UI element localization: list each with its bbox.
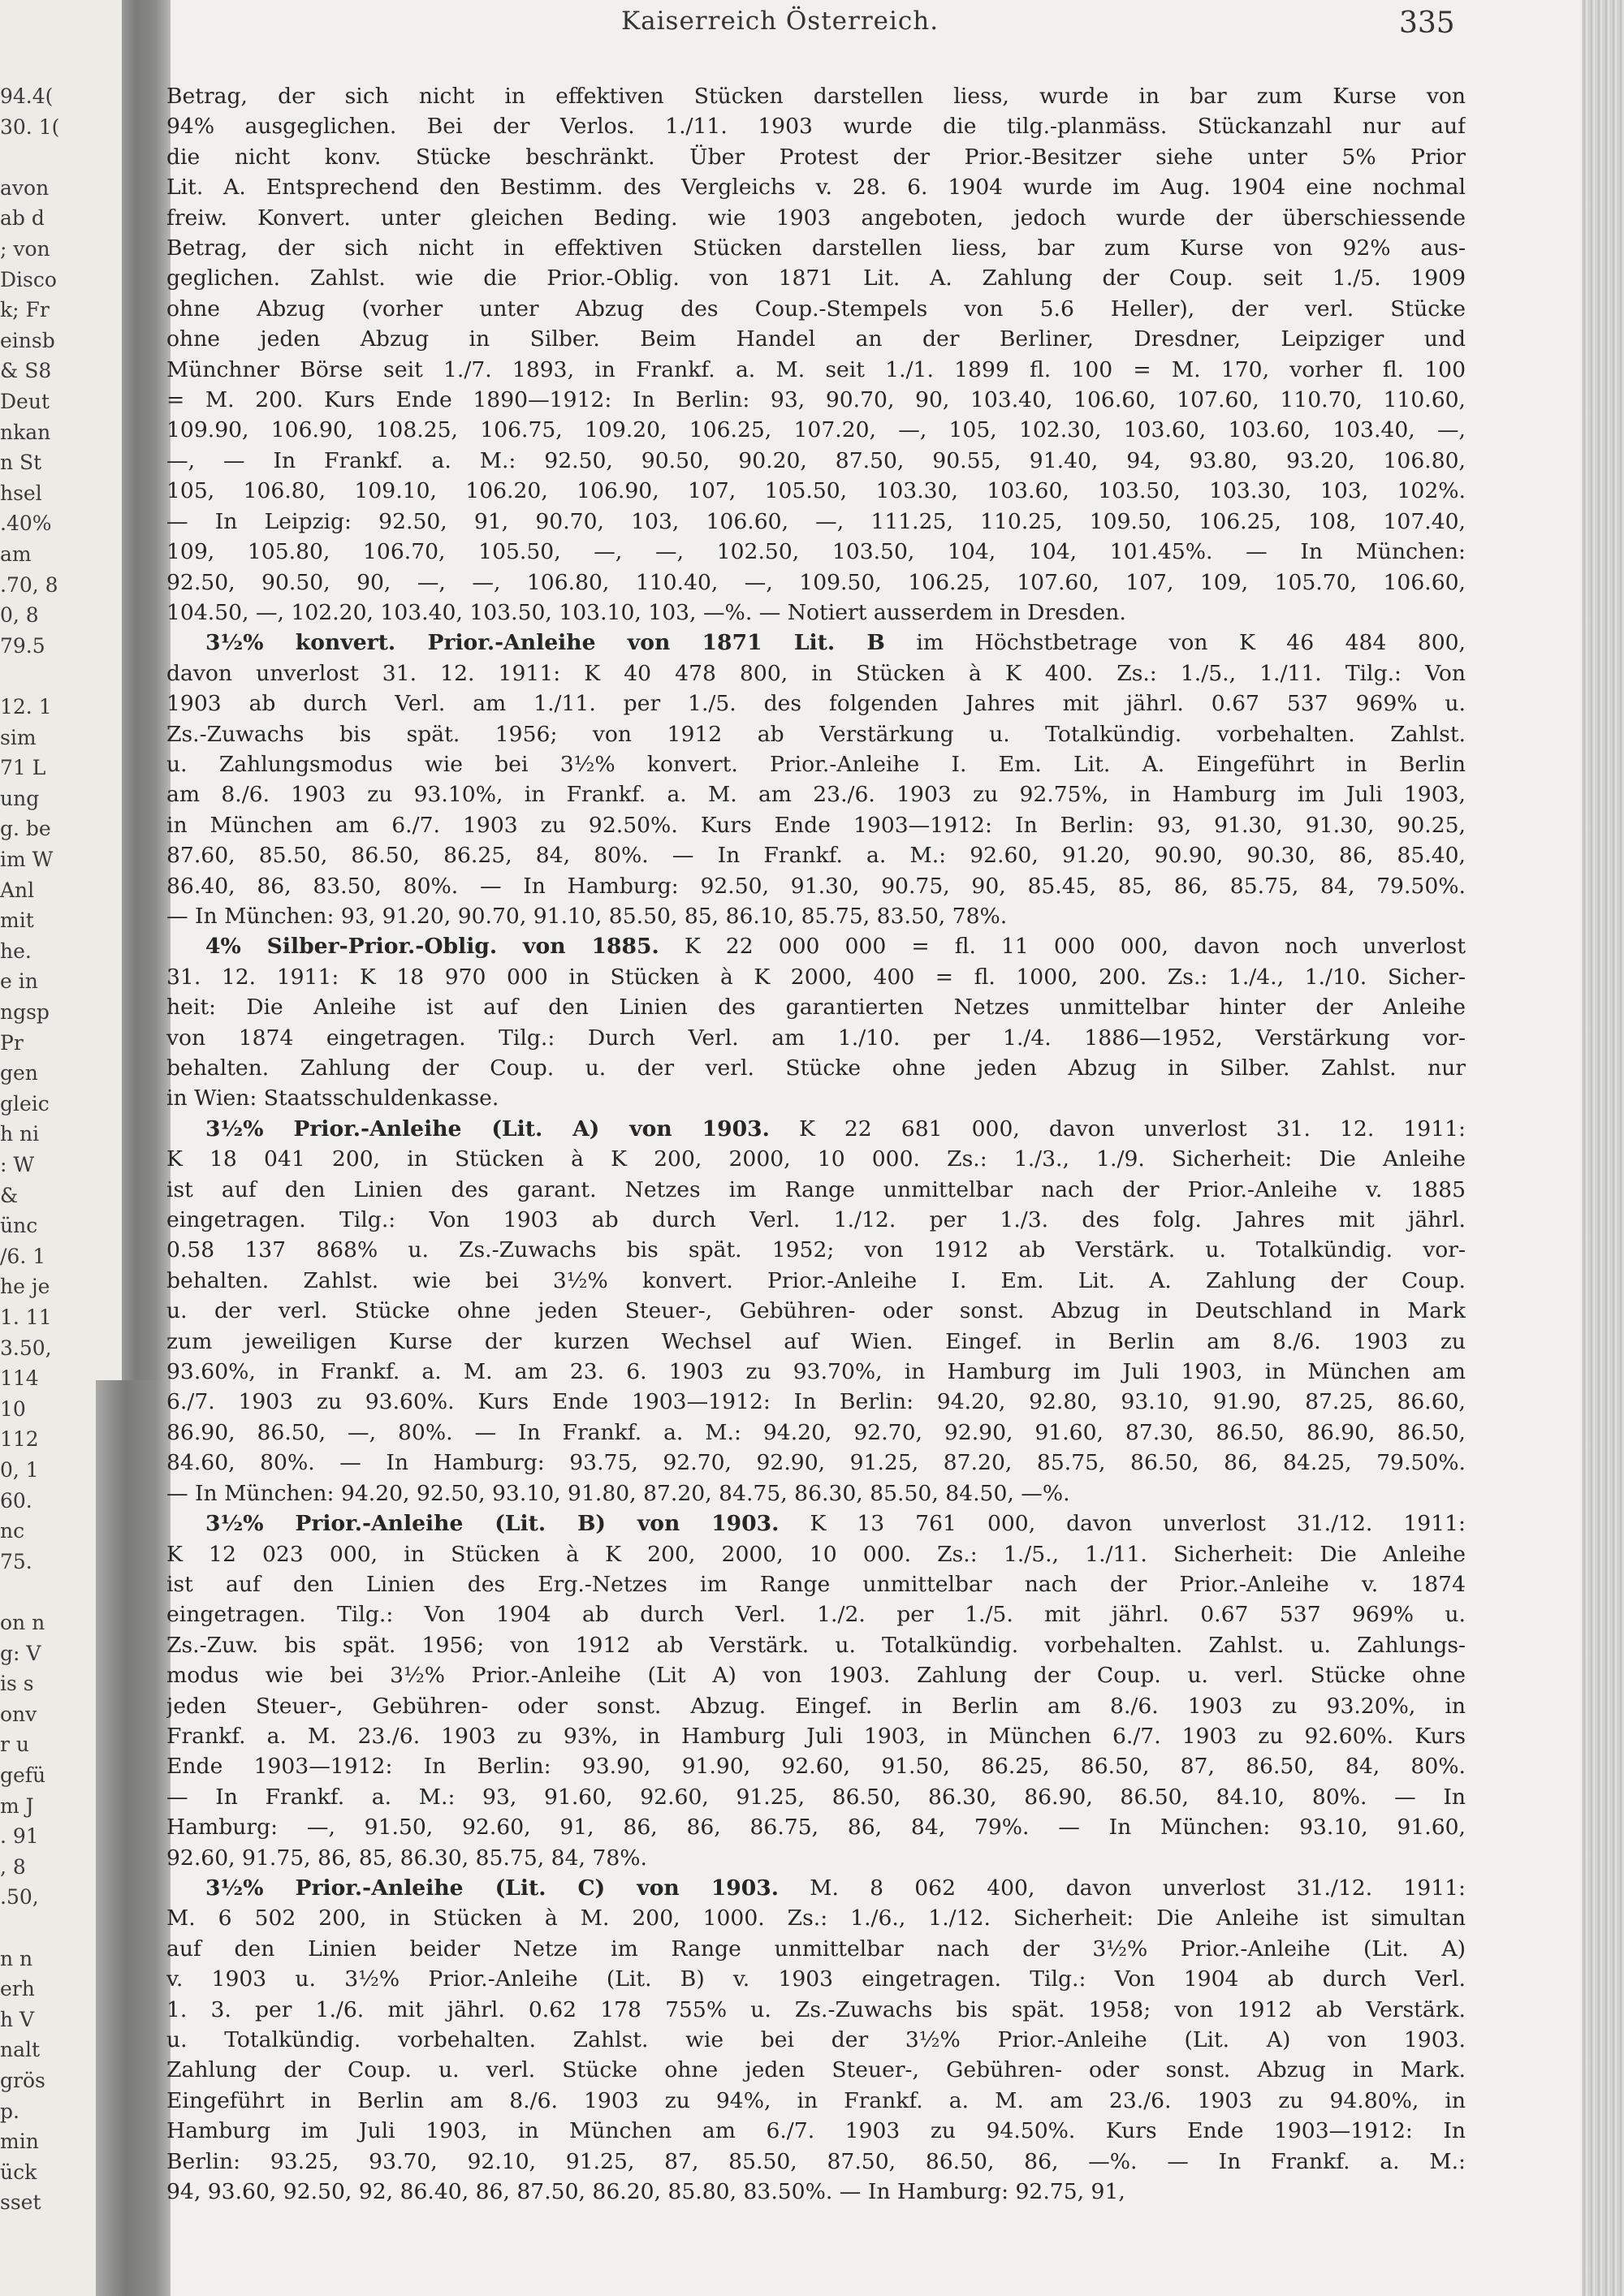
text-line: Betrag, der sich nicht in effektiven Stücken darstellen liess, bar zum Kurse von 92% aus-	[166, 235, 1466, 261]
text-line: K 18 041 200, in Stücken à K 200, 2000, 10 000. Zs.: 1./3., 1./9. Sicherheit: Die Anleihe	[166, 1146, 1466, 1172]
text-line: 87.60, 85.50, 86.50, 86.25, 84, 80%. — In Frankf. a. M.: 92.60, 91.20, 90.90, 90.30, 86, 85.40,	[166, 843, 1466, 869]
text-line: v. 1903 u. 3½% Prior.-Anleihe (Lit. B) v. 1903 eingetragen. Tilg.: Von 1904 ab durch Verl.	[166, 1966, 1466, 1992]
text-line: 6./7. 1903 zu 93.60%. Kurs Ende 1903—1912: In Berlin: 94.20, 92.80, 93.10, 91.90, 87.25, 86.60,	[166, 1389, 1466, 1415]
paragraph	[166, 628, 1466, 931]
facing-page-line: nc	[0, 1519, 25, 1543]
text-line: 84.60, 80%. — In Hamburg: 93.75, 92.70, 92.90, 91.25, 87.20, 85.75, 86.50, 86, 84.25, 79.50%.	[166, 1450, 1466, 1476]
facing-page-line: sim	[0, 725, 37, 749]
page-number: 335	[1399, 6, 1455, 40]
facing-page-line: m J	[0, 1793, 34, 1818]
entry-heading: 3½% Prior.-Anleihe (Lit. B) von 1903.	[205, 1511, 780, 1537]
facing-page-line: nalt	[0, 2038, 41, 2062]
running-title: Kaiserreich Österreich.	[621, 6, 939, 36]
facing-page-line: grös	[0, 2069, 45, 2092]
facing-page-line: .70, 8	[0, 572, 58, 597]
facing-page-line: 30. 1(	[0, 114, 60, 139]
text-line: behalten. Zahlst. wie bei 3½% konvert. Prior.-Anleihe I. Em. Lit. A. Zahlung der Coup.	[166, 1267, 1466, 1293]
facing-page-line: he.	[0, 939, 32, 963]
text-line: 92.60, 91.75, 86, 85, 86.30, 85.75, 84, 78%.	[166, 1845, 647, 1871]
facing-page-line: 71 L	[0, 756, 46, 780]
text-line: Eingeführt in Berlin am 8./6. 1903 zu 94%, in Frankf. a. M. am 23./6. 1903 zu 94.80%, in	[166, 2087, 1466, 2113]
text-line: Hamburg: —, 91.50, 92.60, 91, 86, 86, 86.75, 86, 84, 79%. — In München: 93.10, 91.60,	[166, 1815, 1466, 1841]
text-line: modus wie bei 3½% Prior.-Anleihe (Lit A) von 1903. Zahlung der Coup. u. verl. Stücke ohne	[166, 1663, 1466, 1689]
facing-page-line: .40%	[0, 511, 52, 536]
facing-page-line: ; von	[0, 237, 50, 261]
facing-page-line: Disco	[0, 267, 57, 291]
text-line: 86.90, 86.50, —, 80%. — In Frankf. a. M.: 94.20, 92.70, 92.90, 91.60, 87.30, 86.50, 86.90, 86.50,	[166, 1419, 1466, 1445]
facing-page-line: 60.	[0, 1488, 32, 1513]
facing-page-line: 1. 11	[0, 1306, 52, 1329]
facing-page-line: einsb	[0, 328, 55, 352]
page-header	[166, 6, 1582, 44]
text-line: Hamburg im Juli 1903, in München am 6./7. 1903 zu 94.50%. Kurs Ende 1903—1912: In	[166, 2118, 1466, 2144]
facing-page-line: hsel	[0, 481, 42, 505]
text-line: 3½% Prior.-Anleihe (Lit. C) von 1903. M. 8 062 400, davon unverlost 31./12. 1911:	[205, 1875, 1466, 1901]
facing-page-line: is s	[0, 1672, 34, 1696]
page-edge	[1582, 0, 1624, 2296]
paragraph	[166, 1508, 1466, 1873]
text-line: in Wien: Staatsschuldenkasse.	[166, 1085, 499, 1111]
text-line: geglichen. Zahlst. wie die Prior.-Oblig. von 1871 Lit. A. Zahlung der Coup. seit 1./5. 1909	[166, 265, 1466, 291]
text-line: 92.50, 90.50, 90, —, —, 106.80, 110.40, —, 109.50, 106.25, 107.60, 107, 109, 105.70, 106.60,	[166, 569, 1466, 595]
facing-page-line: onv	[0, 1702, 37, 1726]
text-line: 3½% konvert. Prior.-Anleihe von 1871 Lit. B im Höchstbetrage von K 46 484 800,	[205, 630, 1466, 656]
text-line: 105, 106.80, 109.10, 106.20, 106.90, 107, 105.50, 103.30, 103.60, 103.50, 103.30, 103, 102%.	[166, 478, 1466, 504]
text-line: jeden Steuer-, Gebühren- oder sonst. Abzug. Eingef. in Berlin am 8./6. 1903 zu 93.20%, in	[166, 1693, 1466, 1719]
text-line: 3½% Prior.-Anleihe (Lit. A) von 1903. K 22 681 000, davon unverlost 31. 12. 1911:	[205, 1116, 1466, 1142]
text-line: freiw. Konvert. unter gleichen Beding. wie 1903 angeboten, jedoch wurde der überschiessende	[166, 205, 1466, 231]
facing-page-line: n n	[0, 1946, 33, 1970]
paragraph	[166, 81, 1466, 628]
facing-page-line: ünc	[0, 1214, 38, 1238]
facing-page-line: g. be	[0, 817, 51, 841]
facing-page-line: erh	[0, 1977, 35, 2001]
text-line: die nicht konv. Stücke beschränkt. Über Protest der Prior.-Besitzer siehe unter 5% Prior	[166, 144, 1466, 170]
facing-page-line: , 8	[0, 1854, 26, 1879]
text-line: Berlin: 93.25, 93.70, 92.10, 91.25, 87, 85.50, 87.50, 86.50, 86, —%. — In Frankf. a. M.:	[166, 2148, 1466, 2174]
text-line: 109, 105.80, 106.70, 105.50, —, —, 102.50, 103.50, 104, 104, 101.45%. — In München:	[166, 539, 1466, 565]
facing-page-line: ung	[0, 786, 40, 810]
page	[166, 0, 1582, 2296]
text-line: Zahlung der Coup. u. verl. Stücke ohne jeden Steuer-, Gebühren- oder sonst. Abzug in Mark.	[166, 2057, 1466, 2083]
facing-page-line: 94.4(	[0, 84, 54, 108]
facing-page-line: avon	[0, 175, 50, 200]
facing-page-line: am	[0, 542, 32, 566]
facing-page-line: 0, 8	[0, 603, 39, 628]
facing-page-line: 10	[0, 1396, 26, 1421]
text-line: —, — In Frankf. a. M.: 92.50, 90.50, 90.20, 87.50, 90.55, 91.40, 94, 93.80, 93.20, 106.80,	[166, 447, 1466, 473]
text-line: ist auf den Linien des garant. Netzes im Range unmittelbar nach der Prior.-Anleihe v. 1885	[166, 1176, 1466, 1202]
text-line: Ende 1903—1912: In Berlin: 93.90, 91.90, 92.60, 91.50, 86.25, 86.50, 87, 86.50, 84, 80%.	[166, 1754, 1466, 1780]
facing-page-line: 112	[0, 1427, 39, 1452]
text-line: M. 6 502 200, in Stücken à M. 200, 1000. Zs.: 1./6., 1./12. Sicherheit: Die Anleihe ist simultan	[166, 1905, 1466, 1931]
text-line: ohne jeden Abzug in Silber. Beim Handel an der Berliner, Dresdner, Leipziger und	[166, 326, 1466, 352]
facing-page-line: n St	[0, 451, 42, 475]
facing-page-line: . 91	[0, 1824, 39, 1849]
facing-page-line: ngsp	[0, 1000, 50, 1024]
facing-page-line: 0, 1	[0, 1458, 39, 1482]
facing-page-line: gefü	[0, 1763, 46, 1787]
entry-heading: 3½% Prior.-Anleihe (Lit. C) von 1903.	[205, 1875, 780, 1901]
text-line: heit: Die Anleihe ist auf den Linien des garantierten Netzes unmittelbar hinter der Anleihe	[166, 995, 1466, 1021]
text-line: zum jeweiligen Kurse der kurzen Wechsel auf Wien. Eingef. in Berlin am 8./6. 1903 zu	[166, 1328, 1466, 1354]
text-line: = M. 200. Kurs Ende 1890—1912: In Berlin: 93, 90.70, 90, 103.40, 106.60, 107.60, 110.70, 110.60,	[166, 387, 1466, 413]
text-line: 31. 12. 1911: K 18 970 000 in Stücken à K 2000, 400 = fl. 1000, 200. Zs.: 1./4., 1./10. Sicher-	[166, 964, 1466, 990]
text-line: ist auf den Linien des Erg.-Netzes im Range unmittelbar nach der Prior.-Anleihe v. 1874	[166, 1571, 1466, 1597]
text-line: 1903 ab durch Verl. am 1./11. per 1./5. des folgenden Jahres mit jährl. 0.67 537 969% u.	[166, 691, 1466, 717]
facing-page-line: 114	[0, 1366, 39, 1391]
facing-page-line: r u	[0, 1733, 29, 1757]
facing-page-line: &	[0, 1183, 19, 1207]
text-line: ohne Abzug (vorher unter Abzug des Coup.-Stempels von 5.6 Heller), der verl. Stücke	[166, 296, 1466, 322]
text-line: u. der verl. Stücke ohne jeden Steuer-, Gebühren- oder sonst. Abzug in Deutschland in Mark	[166, 1298, 1466, 1324]
text-line: — In Leipzig: 92.50, 91, 90.70, 103, 106.60, —, 111.25, 110.25, 109.50, 106.25, 108, 107.40,	[166, 508, 1466, 534]
text-line: in München am 6./7. 1903 zu 92.50%. Kurs Ende 1903—1912: In Berlin: 93, 91.30, 91.30, 90.25,	[166, 812, 1466, 838]
facing-page-line: 75.	[0, 1549, 32, 1573]
paragraph	[166, 1114, 1466, 1508]
text-line: 1. 3. per 1./6. mit jährl. 0.62 178 755% u. Zs.-Zuwachs bis spät. 1958; von 1912 ab Verstärk.	[166, 1996, 1466, 2022]
facing-page-line: ück	[0, 2160, 37, 2184]
text-line: — In München: 94.20, 92.50, 93.10, 91.80, 87.20, 84.75, 86.30, 85.50, 84.50, —%.	[166, 1480, 1070, 1506]
facing-page-line: p.	[0, 2099, 19, 2123]
text-line: 86.40, 86, 83.50, 80%. — In Hamburg: 92.50, 91.30, 90.75, 90, 85.45, 85, 86, 85.75, 84, 79.50%.	[166, 873, 1466, 899]
facing-page-line: im W	[0, 848, 54, 871]
facing-page-line: sset	[0, 2190, 41, 2215]
facing-page-line: h ni	[0, 1122, 40, 1146]
text-line: 94% ausgeglichen. Bei der Verlos. 1./11. 1903 wurde die tilg.-planmäss. Stückanzahl nur auf	[166, 114, 1466, 140]
text-line: 104.50, —, 102.20, 103.40, 103.50, 103.10, 103, —%. — Notiert ausserdem in Dresden.	[166, 599, 1126, 625]
entry-heading: 4% Silber-Prior.-Oblig. von 1885.	[205, 934, 659, 960]
text-line: — In München: 93, 91.20, 90.70, 91.10, 85.50, 85, 86.10, 85.75, 83.50, 78%.	[166, 903, 1008, 929]
text-line: auf den Linien beider Netze im Range unmittelbar nach der 3½% Prior.-Anleihe (Lit. A)	[166, 1936, 1466, 1962]
text-line: eingetragen. Tilg.: Von 1903 ab durch Verl. 1./12. per 1./3. des folg. Jahres mit jährl.	[166, 1207, 1466, 1233]
text-line: davon unverlost 31. 12. 1911: K 40 478 800, in Stücken à K 400. Zs.: 1./5., 1./11. Tilg.: Von	[166, 660, 1466, 686]
facing-page-line: Pr	[0, 1030, 24, 1055]
facing-page-line: 79.5	[0, 633, 45, 658]
text-line: am 8./6. 1903 zu 93.10%, in Frankf. a. M. am 23./6. 1903 zu 92.75%, in Hamburg im Juli 1903,	[166, 782, 1466, 808]
facing-page-line: h V	[0, 2007, 35, 2031]
text-line: — In Frankf. a. M.: 93, 91.60, 92.60, 91.25, 86.50, 86.30, 86.90, 86.50, 84.10, 80%. — In	[166, 1784, 1466, 1810]
facing-page-line: on n	[0, 1611, 45, 1634]
facing-page-line: /6. 1	[0, 1244, 46, 1268]
paragraph	[166, 1873, 1466, 2207]
facing-page-line: 3.50,	[0, 1336, 52, 1360]
facing-page-line: mit	[0, 908, 34, 933]
facing-page-line: min	[0, 2130, 39, 2154]
text-line: Betrag, der sich nicht in effektiven Stücken darstellen liess, wurde in bar zum Kurse von	[166, 84, 1466, 109]
facing-page-line: he je	[0, 1275, 50, 1299]
paragraph	[166, 931, 1466, 1113]
facing-page-line: Anl	[0, 878, 35, 902]
facing-page-line: & S8	[0, 359, 52, 383]
facing-page-line: e in	[0, 969, 38, 994]
text-line: Zs.-Zuwachs bis spät. 1956; von 1912 ab Verstärkung u. Totalkündig. vorbehalten. Zahlst.	[166, 721, 1466, 747]
text-line: Münchner Börse seit 1./7. 1893, in Frankf. a. M. seit 1./1. 1899 fl. 100 = M. 170, vorher fl. 100	[166, 356, 1466, 382]
facing-page-line: k; Fr	[0, 298, 50, 322]
text-line: 0.58 137 868% u. Zs.-Zuwachs bis spät. 1952; von 1912 ab Verstärk. u. Totalkündig. vor-	[166, 1237, 1466, 1263]
facing-page-line: gen	[0, 1061, 38, 1085]
text-line: Frankf. a. M. 23./6. 1903 zu 93%, in Hamburg Juli 1903, in München 6./7. 1903 zu 92.60%. Kurs	[166, 1723, 1466, 1749]
text-line: Lit. A. Entsprechend den Bestimm. des Vergleichs v. 28. 6. 1904 wurde im Aug. 1904 eine nochmal	[166, 175, 1466, 201]
page-body	[166, 81, 1466, 2207]
facing-page-line: : W	[0, 1153, 35, 1176]
facing-page-line: ab d	[0, 206, 45, 231]
text-line: u. Totalkündig. vorbehalten. Zahlst. wie bei der 3½% Prior.-Anleihe (Lit. A) von 1903.	[166, 2027, 1466, 2052]
book-gutter-shadow	[96, 1380, 171, 2296]
text-line: eingetragen. Tilg.: Von 1904 ab durch Verl. 1./2. per 1./5. mit jährl. 0.67 537 969% u.	[166, 1602, 1466, 1628]
facing-page-line: nkan	[0, 420, 51, 444]
facing-page-line: 12. 1	[0, 695, 52, 719]
entry-heading: 3½% Prior.-Anleihe (Lit. A) von 1903.	[205, 1116, 770, 1142]
text-line: u. Zahlungsmodus wie bei 3½% konvert. Prior.-Anleihe I. Em. Lit. A. Eingeführt in Berlin	[166, 751, 1466, 777]
text-line: Zs.-Zuw. bis spät. 1956; von 1912 ab Verstärk. u. Totalkündig. vorbehalten. Zahlst. u. Zahlungs-	[166, 1632, 1466, 1658]
text-line: K 12 023 000, in Stücken à K 200, 2000, 10 000. Zs.: 1./5., 1./11. Sicherheit: Die Anleihe	[166, 1541, 1466, 1567]
facing-page-line: gleic	[0, 1091, 50, 1116]
facing-page-line: g: V	[0, 1641, 41, 1665]
entry-heading: 3½% konvert. Prior.-Anleihe von 1871 Lit. B	[205, 630, 885, 656]
text-line: 4% Silber-Prior.-Oblig. von 1885. K 22 000 000 = fl. 11 000 000, davon noch unverlost	[205, 934, 1466, 960]
text-line: 93.60%, in Frankf. a. M. am 23. 6. 1903 zu 93.70%, in Hamburg im Juli 1903, in München am	[166, 1359, 1466, 1385]
text-line: von 1874 eingetragen. Tilg.: Durch Verl. am 1./10. per 1./4. 1886—1952, Verstärkung vor-	[166, 1025, 1466, 1051]
text-line: behalten. Zahlung der Coup. u. der verl. Stücke ohne jeden Abzug in Silber. Zahlst. nur	[166, 1055, 1466, 1081]
facing-page-line: .50,	[0, 1885, 39, 1910]
facing-page-line: Deut	[0, 390, 50, 413]
text-line: 94, 93.60, 92.50, 92, 86.40, 86, 87.50, 86.20, 85.80, 83.50%. — In Hamburg: 92.75, 91,	[166, 2179, 1125, 2205]
text-line: 3½% Prior.-Anleihe (Lit. B) von 1903. K 13 761 000, davon unverlost 31./12. 1911:	[205, 1511, 1466, 1537]
text-line: 109.90, 106.90, 108.25, 106.75, 109.20, 106.25, 107.20, —, 105, 102.30, 103.60, 103.60, 103.40, —,	[166, 417, 1466, 443]
